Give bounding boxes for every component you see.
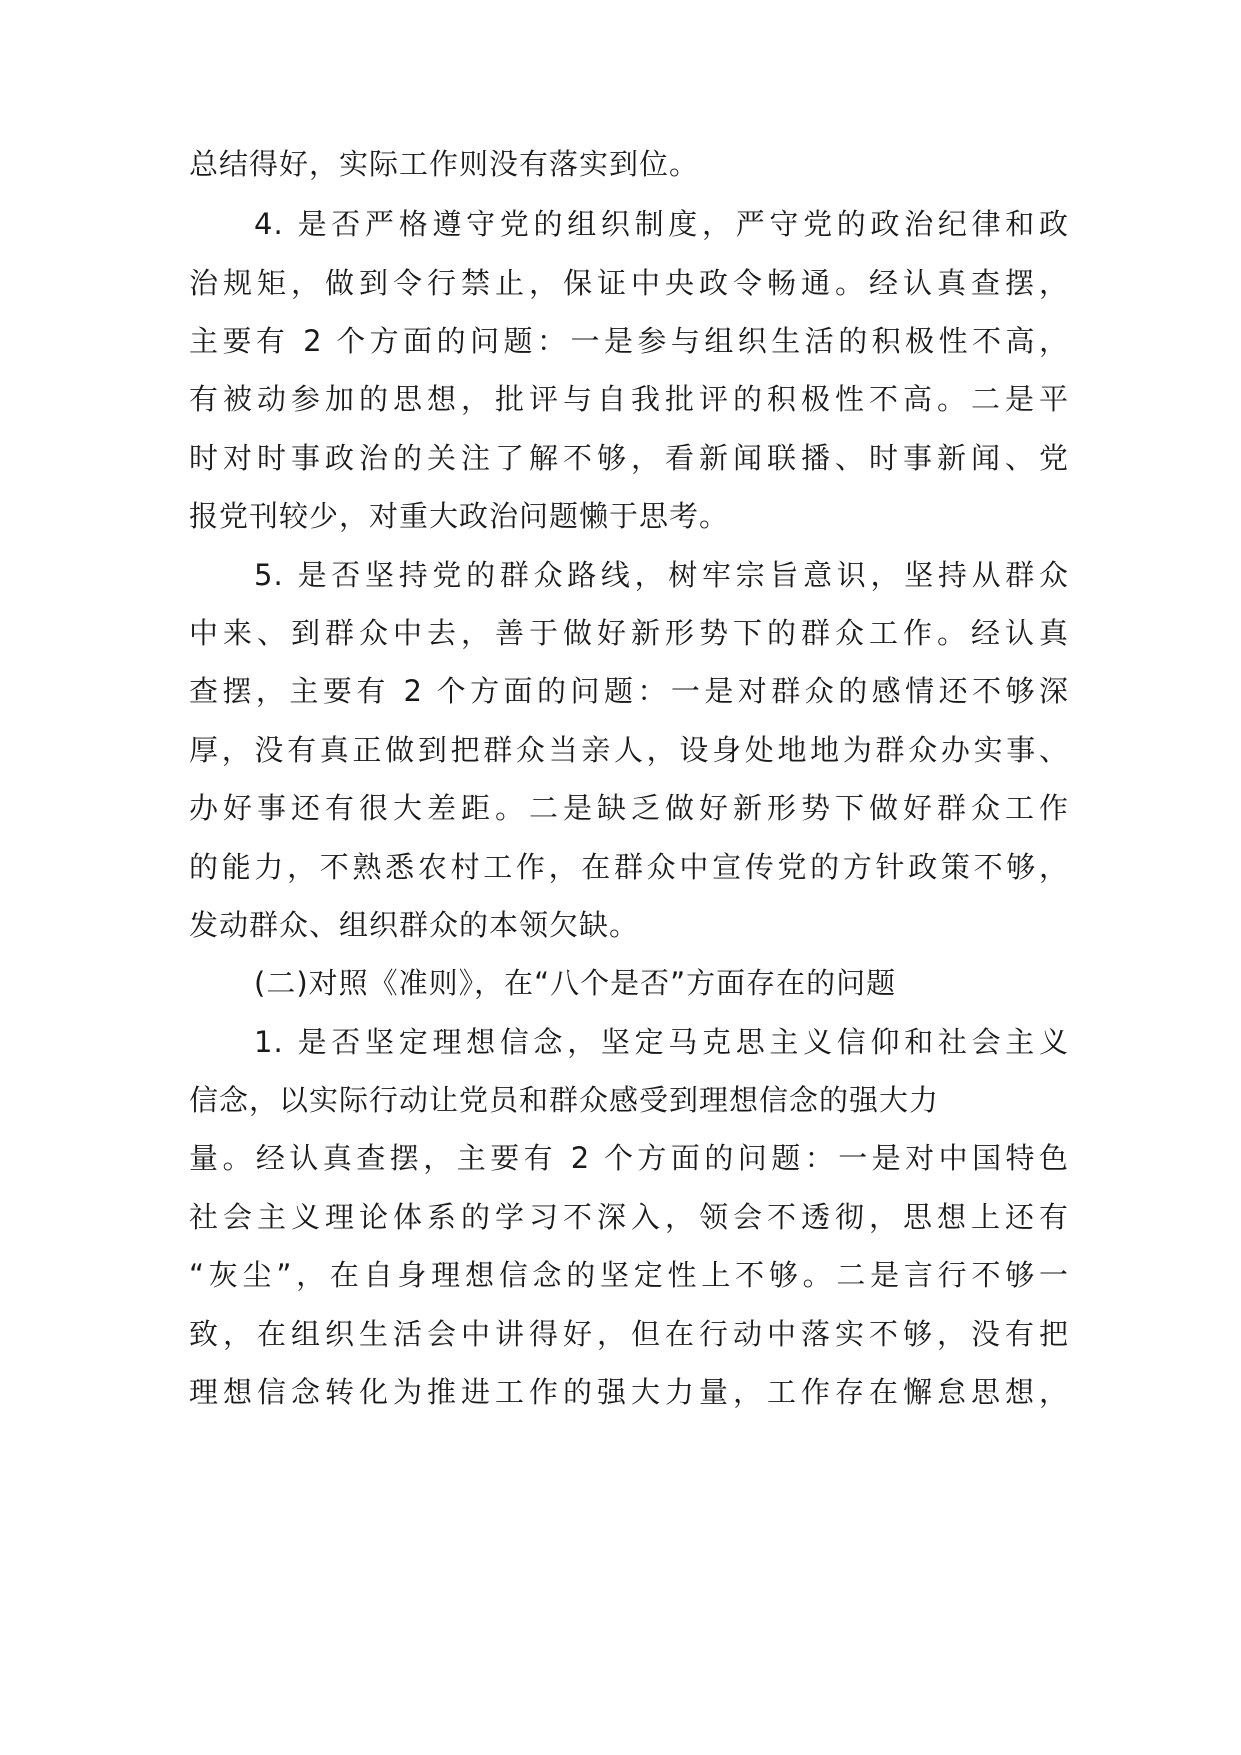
- text-line: 厚，没有真正做到把群众当亲人，设身处地地为群众办实事、: [189, 733, 1069, 767]
- text-line: 时对时事政治的关注了解不够，看新闻联播、时事新闻、党: [189, 441, 1069, 475]
- text-line: 社会主义理论体系的学习不深入，领会不透彻，思想上还有: [189, 1200, 1069, 1234]
- text-line: 有被动参加的思想，批评与自我批评的积极性不高。二是平: [189, 382, 1069, 416]
- paragraph-4-start: 4. 是否严格遵守党的组织制度，严守党的政治纪律和政: [254, 207, 1069, 241]
- text-line: 发动群众、组织群众的本领欠缺。: [189, 908, 640, 942]
- paragraph-5-start: 5. 是否坚持党的群众路线，树牢宗旨意识，坚持从群众: [254, 558, 1069, 592]
- text-line: 致，在组织生活会中讲得好，但在行动中落实不够，没有把: [189, 1317, 1069, 1351]
- text-line: “灰尘”，在自身理想信念的坚定性上不够。二是言行不够一: [189, 1258, 1069, 1292]
- text-line: 办好事还有很大差距。二是缺乏做好新形势下做好群众工作: [189, 791, 1069, 825]
- section-heading: (二)对照《准则》，在“八个是否”方面存在的问题: [254, 966, 897, 1000]
- text-line: 查摆，主要有 2 个方面的问题：一是对群众的感情还不够深: [189, 674, 1069, 708]
- text-line: 信念，以实际行动让党员和群众感受到理想信念的强大力: [189, 1083, 940, 1117]
- paragraph-1-start: 1. 是否坚定理想信念，坚定马克思主义信仰和社会主义: [254, 1025, 1069, 1059]
- text-line: 治规矩，做到令行禁止，保证中央政令畅通。经认真查摆，: [189, 266, 1069, 300]
- text-line: 理想信念转化为推进工作的强大力量，工作存在懈怠思想，: [189, 1375, 1069, 1409]
- text-line: 主要有 2 个方面的问题：一是参与组织生活的积极性不高，: [189, 324, 1069, 358]
- text-line: 总结得好，实际工作则没有落实到位。: [189, 147, 700, 181]
- text-line: 报党刊较少，对重大政治问题懒于思考。: [189, 499, 730, 533]
- text-line: 的能力，不熟悉农村工作，在群众中宣传党的方针政策不够，: [189, 850, 1069, 884]
- text-line: 中来、到群众中去，善于做好新形势下的群众工作。经认真: [189, 616, 1069, 650]
- text-line: 量。经认真查摆，主要有 2 个方面的问题：一是对中国特色: [189, 1141, 1069, 1175]
